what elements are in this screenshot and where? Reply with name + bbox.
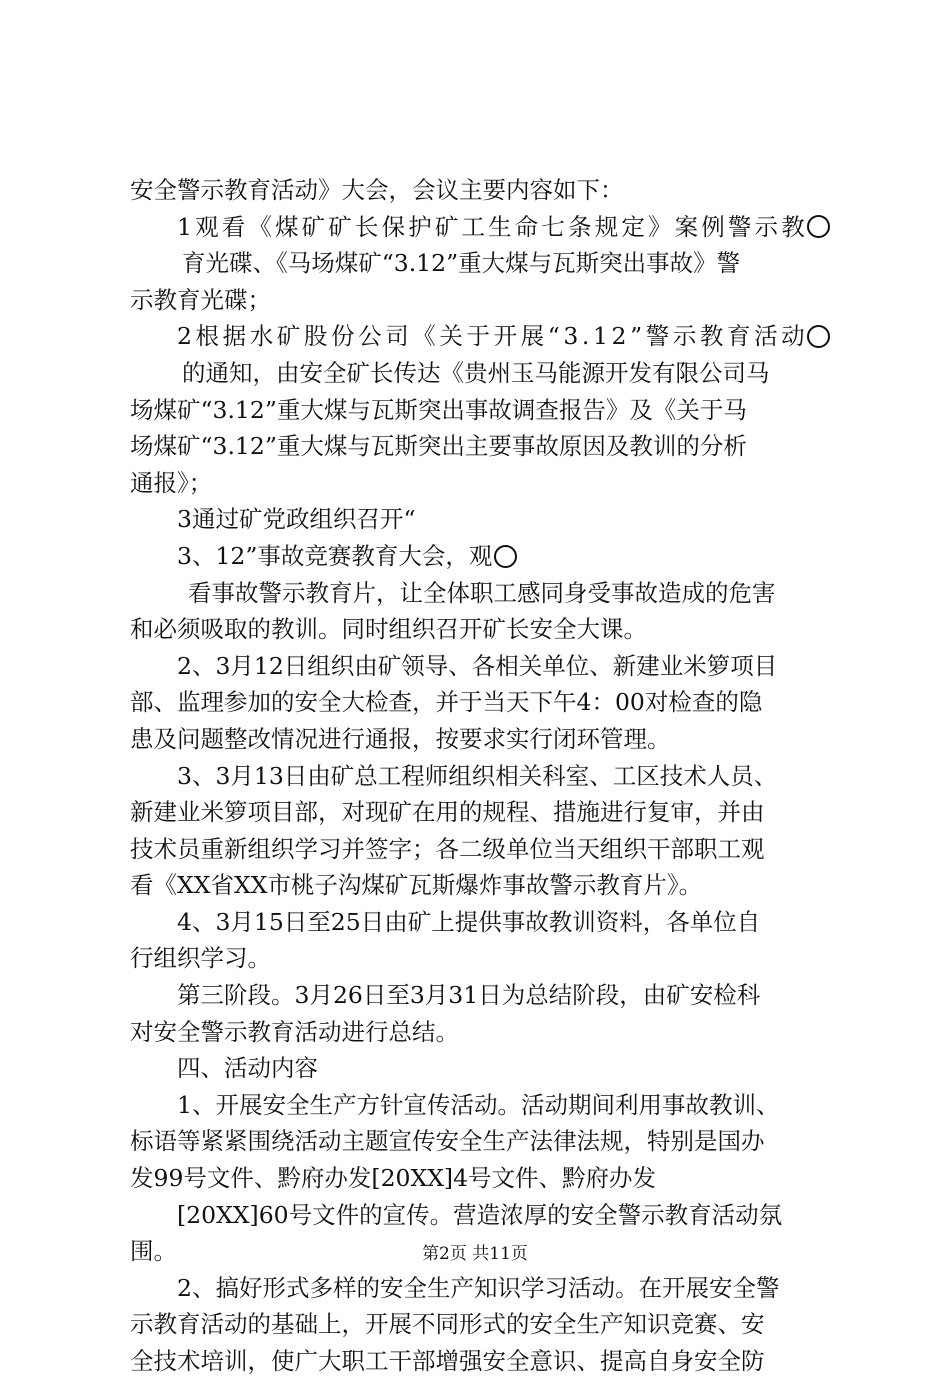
text-line: 示教育光碟； (130, 285, 271, 314)
text-line: 3通过矿党政组织召开“ (177, 505, 416, 534)
text-line: 场煤矿“3.12”重大煤与瓦斯突出事故调查报告》及《关于马 (130, 395, 747, 424)
text-line: 3、3月13日由矿总工程师组织相关科室、工区技术人员、 (177, 761, 778, 790)
text-line: 行组织学习。 (130, 944, 271, 973)
text-line: 第三阶段。3月26日至3月31日为总结阶段，由矿安检科 (177, 981, 761, 1010)
text-line: [20XX]60号文件的宣传。营造浓厚的安全警示教育活动氛 (177, 1200, 783, 1229)
text-line: 患及问题整改情况进行通报，按要求实行闭环管理。 (130, 724, 671, 753)
circle-icon (494, 545, 517, 568)
text-line: 场煤矿“3.12”重大煤与瓦斯突出主要事故原因及教训的分析 (130, 432, 747, 461)
page-footer: 第2页 共11页 (422, 1244, 528, 1264)
text-line: 全技术培训，使广大职工干部增强安全意识、提高自身安全防 (130, 1347, 765, 1375)
text-line: 看《XX省XX市桃子沟煤矿瓦斯爆炸事故警示教育片》。 (130, 871, 703, 900)
text-line: 2 根 据 水 矿 股 份 公 司 《 关 于 开 展 “ 3 . 1 2 ” 警 示 教 育 活 动 (130, 318, 830, 355)
text-line: 1 观 看 《 煤 矿 矿 长 保 护 矿 工 生 命 七 条 规 定 》 案 例 警 示 教 (130, 209, 830, 246)
text-line: 育光碟、《马场煤矿“3.12”重大煤与瓦斯突出事故》警 (182, 249, 741, 278)
text-line: 对安全警示教育活动进行总结。 (130, 1017, 459, 1046)
text-line: 示教育活动的基础上，开展不同形式的安全生产知识竞赛、安 (130, 1310, 765, 1339)
text-line: 技术员重新组织学习并签字；各二级单位当天组织干部职工观 (130, 834, 765, 863)
text-line: 和必须吸取的教训。同时组织召开矿长安全大课。 (130, 615, 647, 644)
document-body (130, 172, 830, 1380)
text-line: 看事故警示教育片，让全体职工感同身受事故造成的危害 (188, 578, 776, 607)
text-line: 4、3月15日至25日由矿上提供事故教训资料，各单位自 (177, 907, 761, 936)
text-line: 通报》； (130, 468, 213, 497)
text-line: 安全警示教育活动》大会，会议主要内容如下： (130, 176, 624, 204)
text-line: 新建业米箩项目部，对现矿在用的规程、措施进行复审，并由 (130, 798, 765, 827)
circle-icon (807, 215, 830, 238)
text-line: 2、搞好形式多样的安全生产知识学习活动。在开展安全警 (177, 1273, 780, 1302)
text-line: 的通知，由安全矿长传达《贵州玉马能源开发有限公司马 (182, 358, 770, 387)
section-heading: 四、活动内容 (177, 1054, 318, 1083)
text-line: 部、监理参加的安全大检查，并于当天下午4：00对检查的隐 (130, 688, 763, 717)
text-line: 1、开展安全生产方针宣传活动。活动期间利用事故教训、 (177, 1090, 780, 1119)
text-line: 3、12”事故竞赛教育大会，观 (130, 538, 830, 575)
text-line: 发99号文件、黔府办发[20XX]4号文件、黔府办发 (130, 1164, 657, 1193)
text-line: 2、3月12日组织由矿领导、各相关单位、新建业米箩项目 (177, 651, 778, 680)
text-line: 标语等紧紧围绕活动主题宣传安全生产法律法规，特别是国办 (130, 1127, 765, 1156)
circle-icon (807, 325, 830, 348)
text-line: 围。 (130, 1237, 177, 1266)
